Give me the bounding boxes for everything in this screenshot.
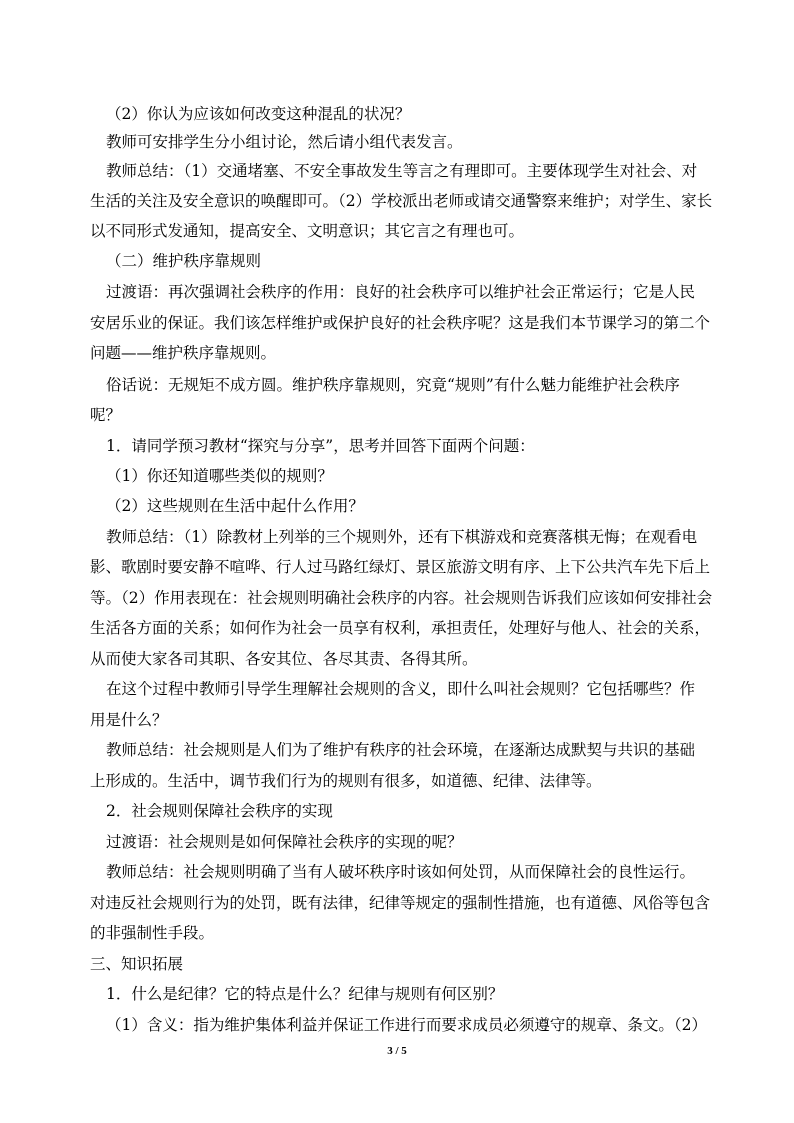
text-line: 的非强制性手段。 [90,924,215,942]
text-line: 教师可安排学生分小组讨论，然后请小组代表发言。 [106,133,463,151]
text-line: 影、歌剧时要安静不喧哗、行人过马路红绿灯、景区旅游文明有序、上下公共汽车先下后上 [90,558,711,576]
text-line: 以不同形式发通知，提高安全、文明意识；其它言之有理也可。 [90,222,525,240]
text-line: 生活的关注及安全意识的唤醒即可。（2）学校派出老师或请交通警察来维护；对学生、家长 [90,192,713,210]
text-line: 过渡语：社会规则是如何保障社会秩序的实现的呢？ [106,833,463,851]
text-line: 过渡语：再次强调社会秩序的作用：良好的社会秩序可以维护社会正常运行；它是人民 [106,283,696,301]
text-line: 从而使大家各司其职、各安其位、各尽其责、各得其所。 [90,650,478,668]
text-line: 教师总结：（1）交通堵塞、不安全事故发生等言之有理即可。主要体现学生对社会、对 [106,162,698,180]
section-heading: （二）维护秩序靠规则 [106,252,262,270]
text-line: 安居乐业的保证。我们该怎样维护或保护良好的社会秩序呢？这是我们本节课学习的第二个 [90,314,711,332]
page-number: 3 / 5 [387,1045,407,1057]
text-line: 呢？ [90,406,122,424]
text-line: 用是什么？ [90,711,168,729]
text-line: 对违反社会规则行为的处罚，既有法律，纪律等规定的强制性措施，也有道德、风俗等包含 [90,894,711,912]
text-line: 等。（2）作用表现在：社会规则明确社会秩序的内容。社会规则告诉我们应该如何安排社会 [90,589,713,607]
text-line: （2）这些规则在生活中起什么作用？ [106,497,364,515]
text-line: 1．请同学预习教材“探究与分享”，思考并回答下面两个问题： [106,437,535,455]
text-line: 教师总结：（1）除教材上列举的三个规则外，还有下棋游戏和竞赛落棋无悔；在观看电 [106,528,698,546]
text-line: 上形成的。生活中，调节我们行为的规则有很多，如道德、纪律、法律等。 [90,772,602,790]
text-line: （1）你还知道哪些类似的规则？ [106,467,333,485]
text-line: 俗话说：无规矩不成方圆。维护秩序靠规则，究竟“规则”有什么魅力能维护社会秩序 [106,376,680,394]
text-line: 在这个过程中教师引导学生理解社会规则的含义，即什么叫社会规则？它包括哪些？作 [106,680,696,698]
text-line: （1）含义：指为维护集体利益并保证工作进行而要求成员必须遵守的规章、条文。（2） [106,1016,707,1034]
text-line: 生活各方面的关系；如何作为社会一员享有权利，承担责任，处理好与他人、社会的关系， [90,619,711,637]
text-line: 教师总结：社会规则是人们为了维护有秩序的社会环境，在逐渐达成默契与共识的基础 [106,741,696,759]
text-line: 问题——维护秩序靠规则。 [90,344,277,362]
section-heading: 三、知识拓展 [90,955,184,973]
text-line: 1．什么是纪律？它的特点是什么？纪律与规则有何区别？ [106,985,504,1003]
text-line: （2）你认为应该如何改变这种混乱的状况？ [106,105,411,123]
section-heading: 2．社会规则保障社会秩序的实现 [106,802,333,820]
text-line: 教师总结：社会规则明确了当有人破坏秩序时该如何处罚，从而保障社会的良性运行。 [106,863,696,881]
